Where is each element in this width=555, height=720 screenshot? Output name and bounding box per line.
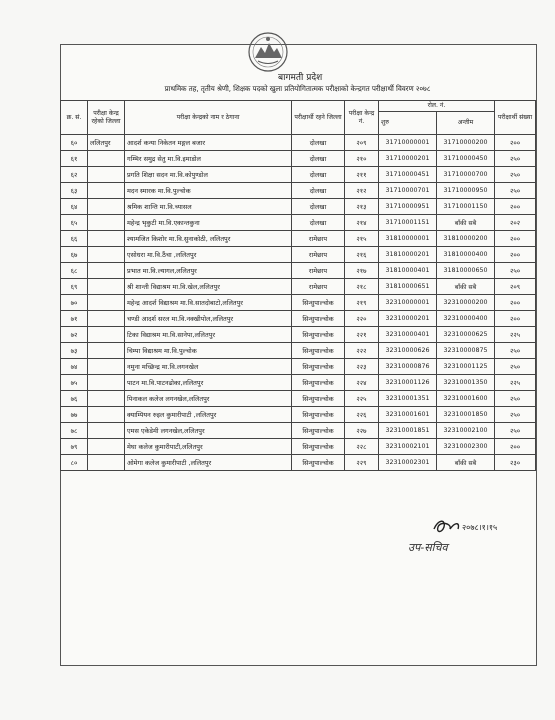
cell-examinee-district: सिन्धुपाल्चोक (292, 359, 345, 375)
cell-roll-end: 32310000200 (437, 295, 495, 311)
cell-examinee-district: दोलखा (292, 183, 345, 199)
cell-sn: ८० (61, 455, 88, 471)
cell-center-district (88, 215, 125, 231)
cell-roll-end: 31710000450 (437, 151, 495, 167)
cell-sn: ६२ (61, 167, 88, 183)
cell-examinee-district: सिन्धुपाल्चोक (292, 327, 345, 343)
cell-center-district: ललितपुर (88, 135, 125, 151)
cell-center-name: क्याम्पियन रुइल कुमारीपाटी ,ललितपुर (125, 407, 292, 423)
cell-center-district (88, 391, 125, 407)
table-row (61, 375, 536, 391)
cell-count: २२५ (495, 375, 536, 391)
header-roll-end: अन्तीम (437, 112, 495, 135)
cell-center-no: २१३ (345, 199, 379, 215)
cell-roll-end: 32310000625 (437, 327, 495, 343)
cell-count: २५० (495, 343, 536, 359)
signature (430, 515, 500, 539)
signatory-designation: उप-सचिव (408, 541, 448, 554)
cell-roll-end: 31810000200 (437, 231, 495, 247)
header-examinee-district: परीक्षार्थी रहने जिल्ला (292, 101, 345, 135)
cell-examinee-district: सिन्धुपाल्चोक (292, 439, 345, 455)
cell-center-name: महेन्द्र आदर्श विद्याश्रम मा.वि.सातदोबाटो,ललितपुर (125, 295, 292, 311)
cell-count: २०० (495, 439, 536, 455)
cell-center-district (88, 279, 125, 295)
cell-sn: ७७ (61, 407, 88, 423)
cell-roll-start: 32310001126 (379, 375, 437, 391)
cell-sn: ७१ (61, 311, 88, 327)
cell-center-name: महेन्द्र भृकुटी मा.वि.एकान्तकुना (125, 215, 292, 231)
cell-sn: ६० (61, 135, 88, 151)
cell-center-name: श्रमिक शान्ति मा.वि.च्यासल (125, 199, 292, 215)
cell-examinee-district: सिन्धुपाल्चोक (292, 375, 345, 391)
cell-center-name: चण्डी आदर्श सरल मा.वि.नक्खीपोल,ललितपुर (125, 311, 292, 327)
cell-count: २५० (495, 151, 536, 167)
cell-center-district (88, 407, 125, 423)
cell-center-district (88, 183, 125, 199)
cell-center-name: नमुना मच्छिन्द्र मा.वि.लगनखेल (125, 359, 292, 375)
cell-sn: ६३ (61, 183, 88, 199)
cell-examinee-district: सिन्धुपाल्चोक (292, 343, 345, 359)
cell-count: २५० (495, 183, 536, 199)
cell-count: २५० (495, 167, 536, 183)
cell-center-no: २२७ (345, 423, 379, 439)
cell-center-no: २१५ (345, 231, 379, 247)
table-row (61, 199, 536, 215)
table-row (61, 183, 536, 199)
cell-examinee-district: रामेछाप (292, 231, 345, 247)
cell-count: २०० (495, 231, 536, 247)
cell-center-no: २२५ (345, 391, 379, 407)
cell-center-no: २२२ (345, 343, 379, 359)
cell-roll-start: 32310000001 (379, 295, 437, 311)
cell-examinee-district: सिन्धुपाल्चोक (292, 455, 345, 471)
table-row (61, 247, 536, 263)
cell-roll-start: 32310002301 (379, 455, 437, 471)
cell-examinee-district: सिन्धुपाल्चोक (292, 391, 345, 407)
cell-sn: ७२ (61, 327, 88, 343)
cell-center-district (88, 439, 125, 455)
header-center-no: परीक्षा केन्द्र नं. (345, 101, 379, 135)
cell-center-name: ओमेगा कलेज कुमारीपाटी ,ललितपुर (125, 455, 292, 471)
government-emblem-icon (246, 30, 290, 74)
cell-roll-end: 31710000950 (437, 183, 495, 199)
cell-count: २०० (495, 135, 536, 151)
cell-center-name: चिम्पा विद्याश्रम मा.वि.पुल्चोक (125, 343, 292, 359)
table-row (61, 391, 536, 407)
cell-roll-end: 32310002100 (437, 423, 495, 439)
cell-center-no: २१४ (345, 215, 379, 231)
cell-sn: ७० (61, 295, 88, 311)
cell-center-no: २१६ (345, 247, 379, 263)
cell-roll-end: 32310000400 (437, 311, 495, 327)
cell-count: २०९ (495, 279, 536, 295)
table-row (61, 263, 536, 279)
province-name: बागमती प्रदेश (278, 73, 323, 83)
cell-roll-end: बाँकी सबै (437, 215, 495, 231)
cell-roll-start: 31810000401 (379, 263, 437, 279)
cell-sn: ६७ (61, 247, 88, 263)
cell-center-district (88, 343, 125, 359)
cell-center-no: २११ (345, 167, 379, 183)
cell-count: २५० (495, 263, 536, 279)
table-header-row (61, 101, 536, 112)
cell-sn: ७४ (61, 359, 88, 375)
cell-count: २५० (495, 391, 536, 407)
cell-center-district (88, 167, 125, 183)
cell-center-name: पाटन मा.वि.पाटनढोका,ललितपुर (125, 375, 292, 391)
cell-center-district (88, 295, 125, 311)
cell-roll-end: बाँकी सबै (437, 455, 495, 471)
cell-center-district (88, 423, 125, 439)
cell-examinee-district: दोलखा (292, 167, 345, 183)
cell-center-district (88, 231, 125, 247)
cell-center-no: २२४ (345, 375, 379, 391)
cell-roll-end: 32310002300 (437, 439, 495, 455)
cell-count: २०० (495, 247, 536, 263)
cell-center-no: २२९ (345, 455, 379, 471)
cell-sn: ७८ (61, 423, 88, 439)
cell-count: २५० (495, 359, 536, 375)
cell-count: २०० (495, 295, 536, 311)
cell-center-name: मेघा कलेज कुमारीपाटी,ललितपुर (125, 439, 292, 455)
cell-examinee-district: दोलखा (292, 151, 345, 167)
header-sn: क्र. सं. (61, 101, 88, 135)
cell-center-no: २२१ (345, 327, 379, 343)
cell-center-no: २१९ (345, 295, 379, 311)
cell-roll-start: 31810000001 (379, 231, 437, 247)
cell-roll-end: 32310000875 (437, 343, 495, 359)
cell-sn: ६८ (61, 263, 88, 279)
exam-center-table (60, 100, 536, 471)
table-row (61, 327, 536, 343)
cell-count: २५० (495, 423, 536, 439)
cell-sn: ६४ (61, 199, 88, 215)
cell-center-district (88, 359, 125, 375)
cell-roll-start: 31710000001 (379, 135, 437, 151)
table-row (61, 359, 536, 375)
cell-roll-start: 31810000201 (379, 247, 437, 263)
cell-center-no: २२८ (345, 439, 379, 455)
header-count: परीक्षार्थी संख्या (495, 101, 536, 135)
cell-roll-end: 31710000700 (437, 167, 495, 183)
cell-count: २०२ (495, 215, 536, 231)
cell-center-no: २१८ (345, 279, 379, 295)
cell-center-name: प्रगति शिक्षा सदन मा.वि.कोपुण्डोल (125, 167, 292, 183)
cell-roll-start: 31710000951 (379, 199, 437, 215)
header-center-name: परीक्षा केन्द्रको नाम र ठेगाना (125, 101, 292, 135)
table-row (61, 407, 536, 423)
table-row (61, 343, 536, 359)
cell-center-district (88, 151, 125, 167)
cell-examinee-district: रामेछाप (292, 247, 345, 263)
cell-roll-end: 32310001850 (437, 407, 495, 423)
cell-roll-end: 31710001150 (437, 199, 495, 215)
cell-center-district (88, 247, 125, 263)
table-row (61, 215, 536, 231)
cell-center-no: २२० (345, 311, 379, 327)
cell-sn: ६९ (61, 279, 88, 295)
cell-roll-start: 31710001151 (379, 215, 437, 231)
table-row (61, 135, 536, 151)
cell-center-name: पिनाकल कलेज लगनखेल,ललितपुर (125, 391, 292, 407)
table-row (61, 439, 536, 455)
cell-sn: ७३ (61, 343, 88, 359)
cell-roll-end: 31710000200 (437, 135, 495, 151)
cell-roll-start: 31710000701 (379, 183, 437, 199)
cell-sn: ७६ (61, 391, 88, 407)
cell-sn: ६६ (61, 231, 88, 247)
cell-roll-end: 32310001125 (437, 359, 495, 375)
table-row (61, 167, 536, 183)
cell-examinee-district: सिन्धुपाल्चोक (292, 407, 345, 423)
cell-center-name: मदन स्मारक मा.वि.पुल्चोक (125, 183, 292, 199)
cell-center-name: एमस एकेडेमी लगनखेल,ललितपुर (125, 423, 292, 439)
cell-center-no: २२६ (345, 407, 379, 423)
cell-count: २०० (495, 311, 536, 327)
cell-sn: ६१ (61, 151, 88, 167)
cell-roll-start: 32310000876 (379, 359, 437, 375)
cell-center-no: २१० (345, 151, 379, 167)
cell-roll-start: 31710000451 (379, 167, 437, 183)
cell-center-name: टिका विद्याश्रम मा.वि.सानेपा,ललितपुर (125, 327, 292, 343)
cell-roll-start: 32310000401 (379, 327, 437, 343)
cell-examinee-district: सिन्धुपाल्चोक (292, 423, 345, 439)
table-row (61, 455, 536, 471)
cell-roll-start: 32310001601 (379, 407, 437, 423)
cell-center-name: प्रभात मा.वि.ल्यागल,ललितपुर (125, 263, 292, 279)
cell-center-district (88, 199, 125, 215)
cell-center-name: गम्भिर समुद्र सेतु मा.वि.इमाडोल (125, 151, 292, 167)
cell-examinee-district: दोलखा (292, 215, 345, 231)
cell-center-no: २१७ (345, 263, 379, 279)
table-row (61, 231, 536, 247)
table-row (61, 295, 536, 311)
table-row (61, 279, 536, 295)
cell-count: २०० (495, 199, 536, 215)
cell-center-name: श्यामजित किशोर मा.वि.सुनाकोठी, ललितपुर (125, 231, 292, 247)
cell-center-name: श्री शान्ती विद्याश्रम मा.वि.खेल,ललितपुर (125, 279, 292, 295)
cell-examinee-district: सिन्धुपाल्चोक (292, 311, 345, 327)
cell-roll-start: 32310002101 (379, 439, 437, 455)
cell-sn: ६५ (61, 215, 88, 231)
cell-center-name: एसोधरा मा.वि.ठैंचा ,ललितपुर (125, 247, 292, 263)
table-row (61, 311, 536, 327)
cell-center-no: २२३ (345, 359, 379, 375)
cell-roll-end: बाँकी सबै (437, 279, 495, 295)
cell-count: २३० (495, 455, 536, 471)
cell-examinee-district: दोलखा (292, 199, 345, 215)
cell-sn: ७९ (61, 439, 88, 455)
cell-center-district (88, 455, 125, 471)
cell-center-no: २१२ (345, 183, 379, 199)
cell-examinee-district: सिन्धुपाल्चोक (292, 295, 345, 311)
cell-center-no: २०९ (345, 135, 379, 151)
cell-center-district (88, 311, 125, 327)
cell-roll-start: 31810000651 (379, 279, 437, 295)
cell-center-district (88, 327, 125, 343)
cell-roll-end: 31810000400 (437, 247, 495, 263)
cell-roll-start: 31710000201 (379, 151, 437, 167)
cell-roll-start: 32310001351 (379, 391, 437, 407)
header-roll-start: शुरु (379, 112, 437, 135)
cell-examinee-district: रामेछाप (292, 279, 345, 295)
cell-center-district (88, 375, 125, 391)
header-roll: रोल. नं. (379, 101, 495, 112)
cell-roll-start: 32310001851 (379, 423, 437, 439)
cell-count: २२५ (495, 327, 536, 343)
table-row (61, 151, 536, 167)
cell-sn: ७५ (61, 375, 88, 391)
cell-roll-end: 31810000650 (437, 263, 495, 279)
cell-roll-start: 32310000201 (379, 311, 437, 327)
cell-center-name: आदर्श कन्या निकेतन मङ्गल बजार (125, 135, 292, 151)
document-title: प्राथमिक तह, तृतीय श्रेणी, शिक्षक पदको खुला प्रतियोगितात्मक परीक्षाको केन्द्रगत परीक्षार्थी विवरण २०७८ (164, 84, 431, 93)
header-center-district: परीक्षा केन्द्र रहेको जिल्ला (88, 101, 125, 135)
signature-date: २०७८।१।१५ (462, 523, 498, 532)
cell-center-district (88, 263, 125, 279)
cell-roll-end: 32310001600 (437, 391, 495, 407)
cell-count: २५० (495, 407, 536, 423)
cell-examinee-district: रामेछाप (292, 263, 345, 279)
cell-roll-start: 32310000626 (379, 343, 437, 359)
cell-roll-end: 32310001350 (437, 375, 495, 391)
cell-examinee-district: दोलखा (292, 135, 345, 151)
table-row (61, 423, 536, 439)
